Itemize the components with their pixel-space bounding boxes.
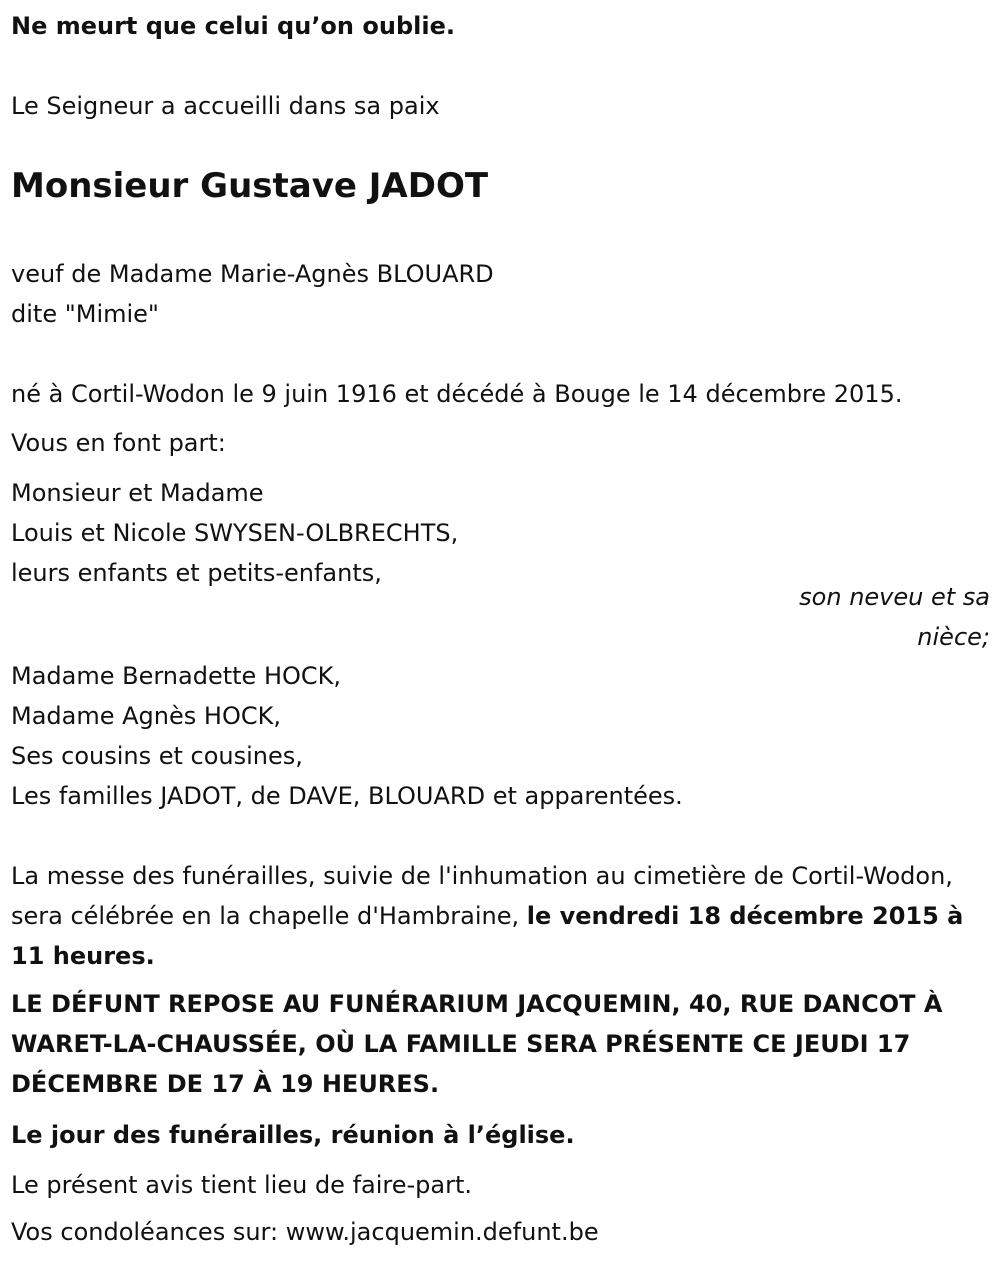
family-group-1-line-3: leurs enfants et petits-enfants, <box>11 559 382 587</box>
spouse-line-2: dite "Mimie" <box>11 300 159 328</box>
family-group-2-line-2: Madame Agnès HOCK, <box>11 702 281 730</box>
epigraph: Ne meurt que celui qu’on oublie. <box>11 12 455 40</box>
church-meeting: Le jour des funérailles, réunion à l’église. <box>11 1121 575 1149</box>
family-group-2-line-1: Madame Bernadette HOCK, <box>11 662 341 690</box>
family-group-1-line-1: Monsieur et Madame <box>11 479 264 507</box>
repose-paragraph: LE DÉFUNT REPOSE AU FUNÉRARIUM JACQUEMIN, 40, RUE DANCOT À WARET-LA-CHAUSSÉE, OÙ LA FAMILLE SERA PRÉSENTE CE JEUDI 17 DÉCEMBRE DE 17 À 19 HEURES. <box>11 990 943 1098</box>
family-group-2-line-4: Les familles JADOT, de DAVE, BLOUARD et apparentées. <box>11 782 683 810</box>
funeral-text: La messe des funérailles, suivie de l'inhumation au cimetière de Cortil-Wodon, sera célébrée en la chapelle d'Hambraine, <box>11 862 953 930</box>
family-group-2-line-3: Ses cousins et cousines, <box>11 742 303 770</box>
funeral-date: le vendredi 18 décembre 2015 à 11 heures. <box>11 902 964 970</box>
family-relation: son neveu et sa nièce; <box>799 583 990 651</box>
announcement-line: Vous en font part: <box>11 429 226 457</box>
deceased-name: Monsieur Gustave JADOT <box>11 166 489 206</box>
funeral-paragraph <box>11 856 986 976</box>
birth-death-line: né à Cortil-Wodon le 9 juin 1916 et décédé à Bouge le 14 décembre 2015. <box>11 380 903 408</box>
condolences-line: Vos condoléances sur: www.jacquemin.defunt.be <box>11 1218 599 1246</box>
spouse-line-1: veuf de Madame Marie-Agnès BLOUARD <box>11 260 494 288</box>
family-group-1-line-2: Louis et Nicole SWYSEN-OLBRECHTS, <box>11 519 459 547</box>
intro-text: Le Seigneur a accueilli dans sa paix <box>11 92 440 120</box>
notice-line: Le présent avis tient lieu de faire-part. <box>11 1171 473 1199</box>
